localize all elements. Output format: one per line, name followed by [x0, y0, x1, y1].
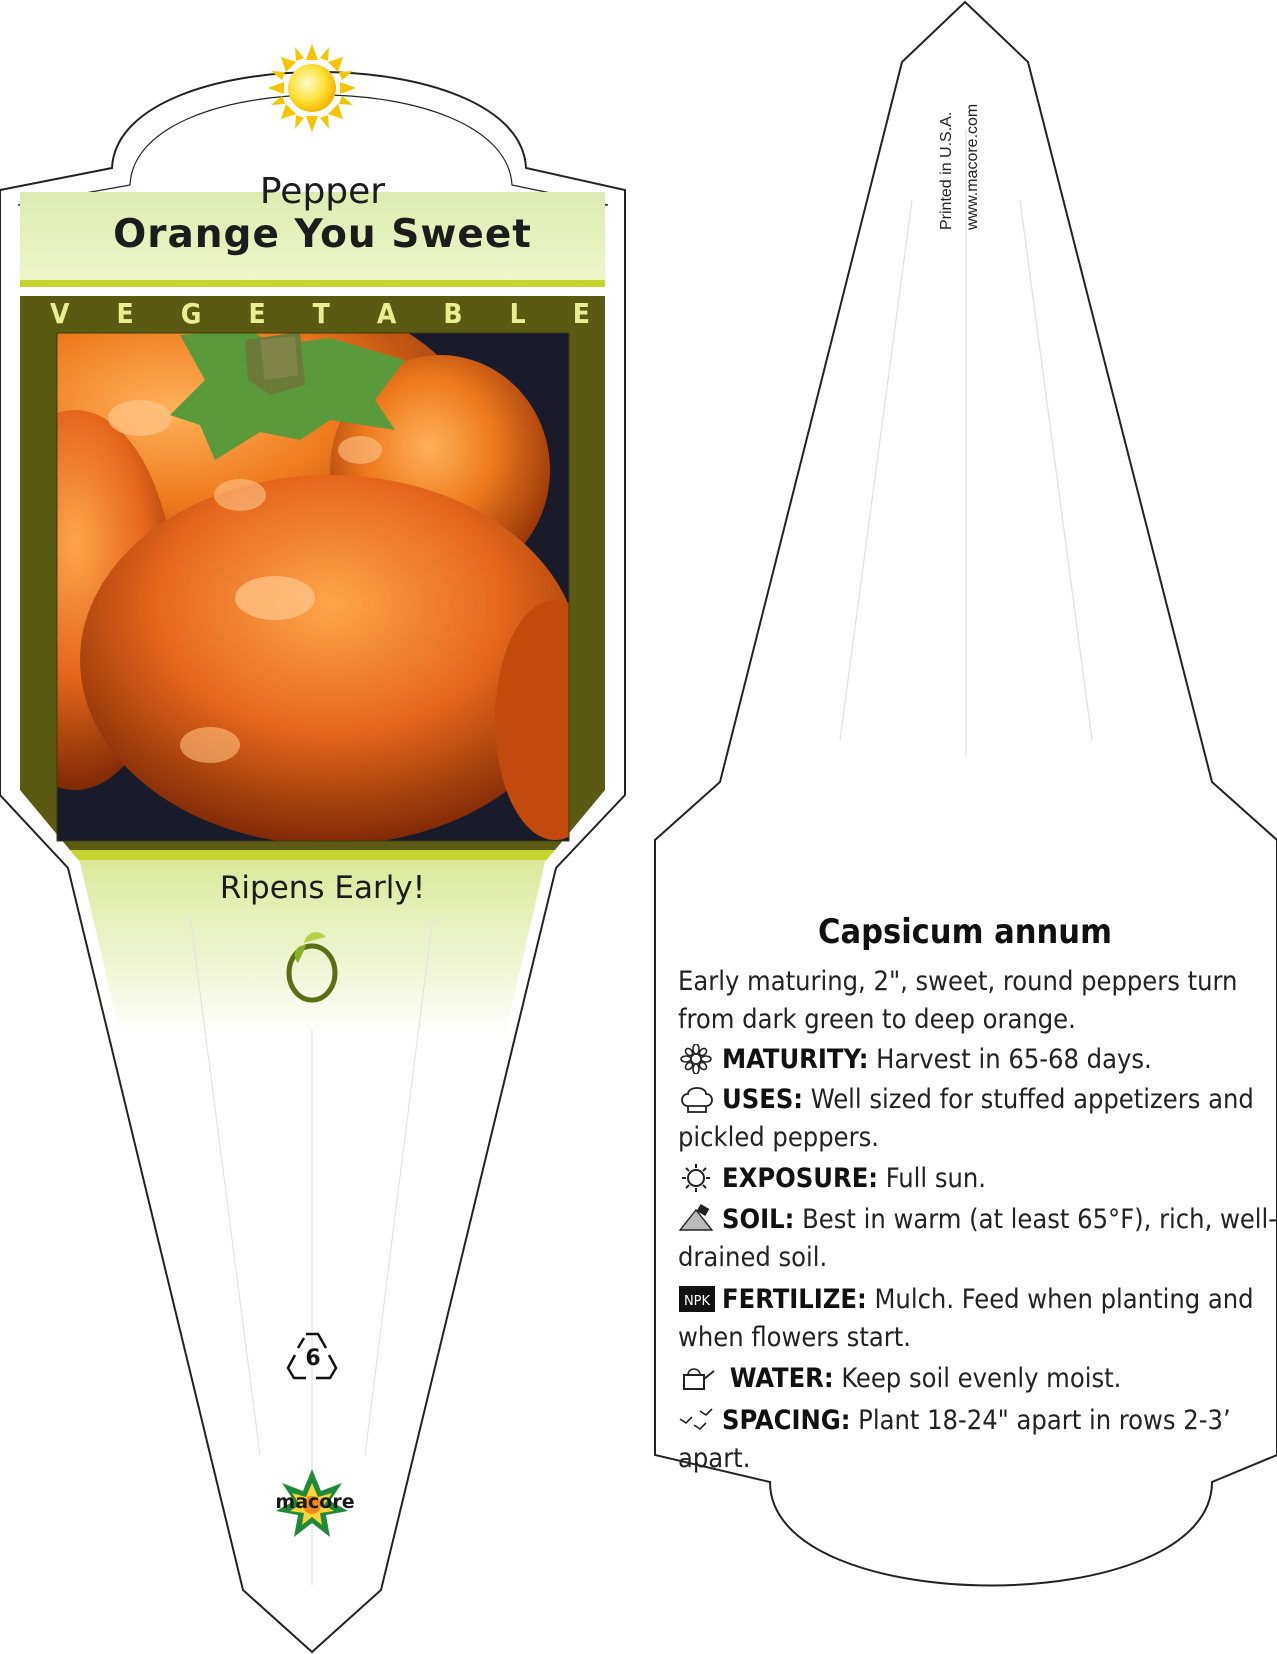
chef-hat-icon [678, 1084, 718, 1114]
botanical-name: Capsicum annum [818, 912, 1112, 952]
fertilize-label: FERTILIZE: [722, 1284, 867, 1315]
soil-text: Best in warm (at least 65°F), rich, well-drained soil. [678, 1204, 1277, 1273]
category-letter: B [443, 297, 463, 330]
category-letter: A [376, 297, 397, 330]
category-letter: E [572, 297, 590, 330]
variety-name: Orange You Sweet [113, 212, 532, 257]
category-letter: E [248, 297, 266, 330]
exposure-row [678, 1160, 1277, 1198]
uses-text: Well sized for stuffed appetizers and pickled peppers. [678, 1084, 1254, 1153]
fertilize-text: Mulch. Feed when planting and when flowers start. [678, 1284, 1254, 1353]
description: Early maturing, 2", sweet, round peppers turn from dark green to deep orange. [678, 966, 1238, 1035]
recycle-number: 6 [305, 1346, 321, 1371]
npk-icon [678, 1284, 718, 1314]
category-letter: E [116, 297, 134, 330]
category-label [50, 297, 590, 330]
water-label: WATER: [729, 1363, 834, 1394]
flower-icon [678, 1044, 718, 1074]
fertilize-row [678, 1281, 1277, 1357]
spacing-label: SPACING: [722, 1405, 851, 1436]
printed-in-label: Printed in U.S.A. [938, 111, 955, 230]
tagline: Ripens Early! [219, 870, 426, 906]
water-text: Keep soil evenly moist. [841, 1363, 1122, 1394]
sun-outline-icon [678, 1163, 718, 1193]
category-letter: L [509, 297, 526, 330]
sun-icon [268, 44, 356, 132]
website-label: www.macore.com [964, 103, 981, 230]
maturity-label: MATURITY: [722, 1044, 869, 1075]
category-letter: G [180, 297, 202, 330]
watering-can-icon [678, 1363, 718, 1393]
common-name: Pepper [259, 171, 386, 212]
soil-row [678, 1201, 1277, 1277]
soil-icon [678, 1204, 718, 1234]
category-letter: T [312, 297, 330, 330]
water-row [678, 1360, 1277, 1398]
spacing-text: Plant 18-24" apart in rows 2-3’ apart. [678, 1405, 1231, 1474]
uses-label: USES: [722, 1084, 804, 1115]
maturity-row [678, 1041, 1277, 1079]
spacing-icon [678, 1405, 718, 1435]
pepper-photo [0, 280, 615, 845]
maturity-text: Harvest in 65-68 days. [876, 1044, 1152, 1075]
exposure-text: Full sun. [885, 1163, 987, 1194]
uses-row [678, 1081, 1277, 1157]
soil-label: SOIL: [722, 1204, 795, 1235]
spacing-row [678, 1402, 1277, 1478]
category-letter: V [50, 297, 70, 330]
npk-text: NPK [683, 1294, 711, 1309]
brand-name: macore [275, 1491, 355, 1513]
exposure-label: EXPOSURE: [722, 1163, 879, 1194]
